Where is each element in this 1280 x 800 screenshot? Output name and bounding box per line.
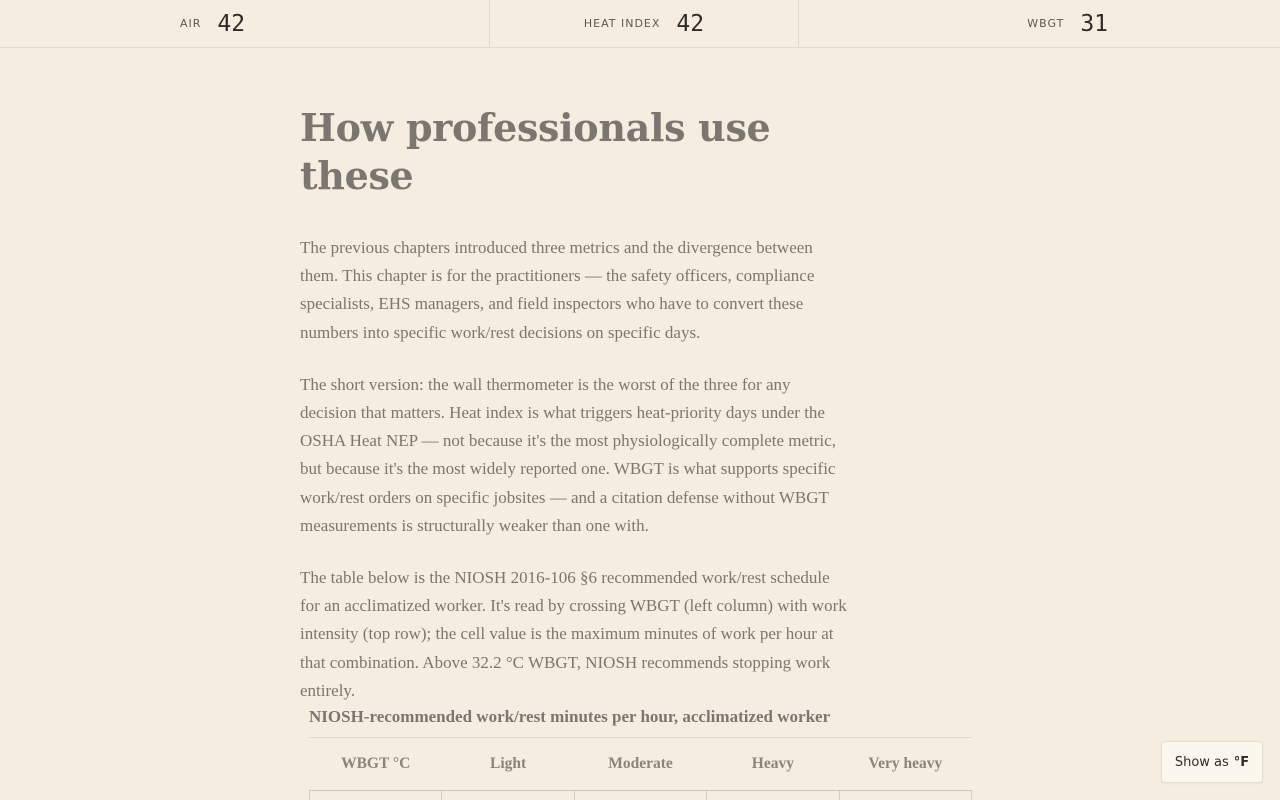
table-cell bbox=[574, 790, 706, 800]
chapter-title: How professionals use these bbox=[300, 105, 771, 198]
metric-wbgt-value: 31 bbox=[1080, 10, 1109, 37]
metric-heat-index-value: 42 bbox=[676, 10, 705, 37]
table-header-row bbox=[310, 738, 972, 790]
article-paragraph: The table below is the NIOSH 2016-106 §6 recommended work/rest schedule for an acclimatized worker. It's read by crossing WBGT (left column) with work intensity (top row); the cell value is the maximum minutes of work per hour at that combination. Above 32.2 °C WBGT, NIOSH recommends stopping work entirely. bbox=[300, 568, 847, 700]
table-cell bbox=[310, 790, 442, 800]
article-paragraph: The previous chapters introduced three metrics and the divergence between them. This chapter is for the practitioners — the safety officers, compliance specialists, EHS managers, and field inspectors who have to convert these numbers into specific work/rest decisions on specific days. bbox=[300, 238, 815, 342]
unit-toggle-prefix: Show as bbox=[1174, 754, 1229, 770]
article-paragraph: The short version: the wall thermometer is the worst of the three for any decision that matters. Heat index is what triggers heat-priority days under the OSHA Heat NEP — not because it's the most physiologically complete metric, but because it's the most widely reported one. WBGT is what supports specific work/rest orders on specific jobsites — and a citation defense without WBGT measurements is structurally weaker than one with. bbox=[300, 374, 836, 535]
schedule-table bbox=[309, 738, 972, 800]
table-cell bbox=[442, 790, 574, 800]
table-cell bbox=[839, 790, 971, 800]
metric-wbgt bbox=[798, 0, 1280, 47]
column-header-wbgt: WBGT °C bbox=[310, 738, 442, 790]
table-caption: NIOSH-recommended work/rest minutes per hour, acclimatized worker bbox=[309, 704, 972, 738]
metric-air-value: 42 bbox=[217, 10, 246, 37]
column-header-light: Light bbox=[442, 738, 574, 790]
metric-air-label: AIR bbox=[180, 17, 202, 30]
metric-heat-index-label: HEAT INDEX bbox=[583, 17, 661, 30]
table-row bbox=[310, 790, 972, 800]
column-header-very-heavy: Very heavy bbox=[839, 738, 971, 790]
work-rest-table bbox=[309, 704, 972, 800]
metric-wbgt-label: WBGT bbox=[1027, 17, 1065, 30]
unit-toggle-unit: °F bbox=[1233, 754, 1250, 770]
article bbox=[300, 104, 860, 729]
unit-toggle-button[interactable] bbox=[1161, 741, 1263, 783]
table-cell bbox=[707, 790, 839, 800]
metric-heat-index bbox=[489, 0, 799, 47]
metric-air bbox=[0, 0, 489, 47]
metrics-bar bbox=[0, 0, 1280, 48]
column-header-heavy: Heavy bbox=[707, 738, 839, 790]
column-header-moderate: Moderate bbox=[574, 738, 706, 790]
